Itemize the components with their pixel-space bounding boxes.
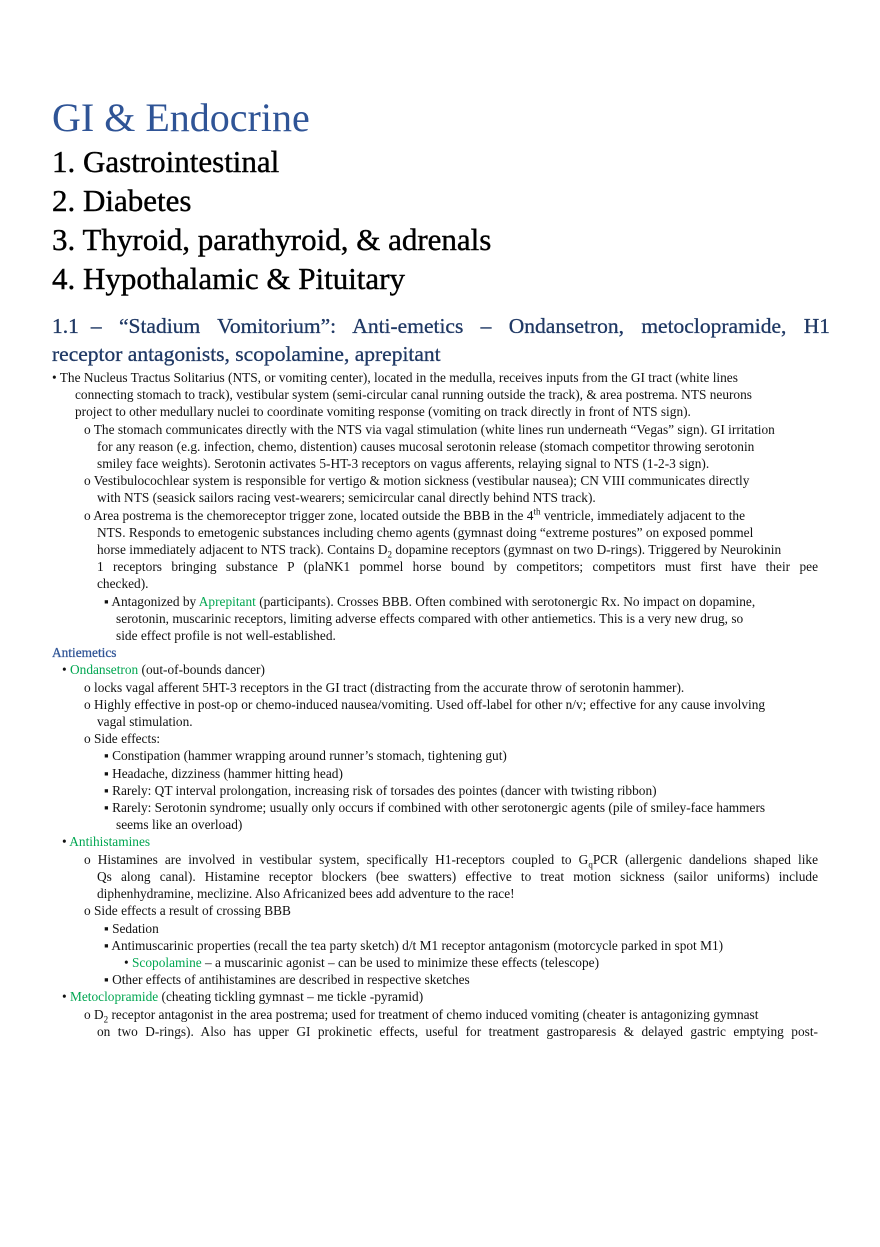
text-span: – a muscarinic agonist – can be used to minimize these effects (telescope) bbox=[201, 954, 600, 970]
text-span: o D bbox=[84, 1006, 104, 1022]
sub-sub-bullet-line: ▪ Constipation (hammer wrapping around runner’s stomach, tightening gut) bbox=[104, 748, 507, 764]
text-span: dopamine receptors (gymnast on two D-rings). Triggered by Neurokinin bbox=[392, 542, 782, 558]
subscript: 2 bbox=[387, 549, 393, 560]
toc-item: 3. Thyroid, parathyroid, & adrenals bbox=[52, 222, 492, 257]
text-span: ventricle, immediately adjacent to the bbox=[540, 507, 746, 523]
sub-sub-bullet-line: serotonin, muscarinic receptors, limiting adverse effects compared with other antiemetics. This is a very new drug, so bbox=[116, 610, 744, 626]
sub-bullet-line: vagal stimulation. bbox=[97, 714, 193, 730]
subscript: q bbox=[588, 859, 593, 870]
section-heading bbox=[52, 312, 830, 368]
bullet-line: connecting stomach to track), vestibular system (semi-circular canal running outside the track), & area postrema. NTS neurons bbox=[75, 387, 752, 403]
sub-sub-bullet-line: ▪ Rarely: Serotonin syndrome; usually only occurs if combined with other serotonergic agents (pile of smiley-face hammers bbox=[104, 800, 766, 816]
bullet-line: • The Nucleus Tractus Solitarius (NTS, or vomiting center), located in the medulla, receives inputs from the GI tract (white lines bbox=[52, 370, 738, 385]
section-title-part-1: – “Stadium Vomitorium”: Anti-emetics – Ondansetron, metoclopramide, H1 bbox=[90, 314, 830, 338]
drug-name-aprepitant: Aprepitant bbox=[198, 593, 256, 609]
sub-bullet-line: smiley face weights). Serotonin activates 5-HT-3 receptors on vagus afferents, relaying signal to NTS (1-2-3 sign). bbox=[97, 456, 710, 472]
section-heading-line-1 bbox=[52, 312, 830, 340]
sub-bullet-line bbox=[52, 507, 818, 524]
sub-bullet-line: o locks vagal afferent 5HT-3 receptors in the GI tract (distracting from the accurate throw of serotonin hammer). bbox=[84, 679, 685, 695]
sub-bullet-line bbox=[52, 1006, 818, 1023]
bullet-line bbox=[52, 988, 818, 1005]
sub-bullet-line bbox=[52, 851, 818, 868]
sub-sub-bullet-line: side effect profile is not well-established. bbox=[116, 628, 336, 644]
antiemetics-heading: Antiemetics bbox=[52, 645, 117, 661]
sub-bullet-line: checked). bbox=[97, 576, 149, 592]
sub-sub-sub-bullet-line bbox=[52, 954, 818, 971]
sub-bullet-line: o Highly effective in post-op or chemo-induced nausea/vomiting. Used off-label for other n/v; effective for any cause involving bbox=[84, 696, 766, 712]
sub-bullet-line: diphenhydramine, meclizine. Also Africanized bees add adventure to the race! bbox=[97, 886, 515, 902]
sub-sub-bullet-line: ▪ Rarely: QT interval prolongation, increasing risk of torsades des pointes (dancer with twisting ribbon) bbox=[104, 782, 657, 798]
text-span: • bbox=[62, 662, 71, 678]
toc-item: 2. Diabetes bbox=[52, 183, 192, 218]
sub-bullet-line: o The stomach communicates directly with the NTS via vagal stimulation (white lines run underneath “Vegas” sign). GI irritation bbox=[84, 421, 775, 437]
sub-bullet-line: for any reason (e.g. infection, chemo, distention) causes mucosal serotonin release (stomach competitor throwing serotonin bbox=[97, 438, 755, 454]
sub-bullet-line: on two D-rings). Also has upper GI prokinetic effects, useful for treatment gastroparesis & delayed gastric emptying post- bbox=[97, 1023, 818, 1039]
text-span: • bbox=[62, 834, 70, 850]
section-title-part-2: receptor antagonists, scopolamine, aprepitant bbox=[52, 342, 441, 366]
text-span: • bbox=[62, 989, 71, 1005]
sub-bullet-line bbox=[52, 541, 818, 558]
sub-sub-bullet-line: ▪ Sedation bbox=[104, 920, 159, 936]
bullet-line bbox=[52, 661, 818, 678]
sub-bullet-line: NTS. Responds to emetogenic substances including chemo agents (gymnast doing “extreme postures” on exposed pommel bbox=[97, 524, 754, 540]
text-span: (out-of-bounds dancer) bbox=[138, 662, 265, 678]
sub-sub-bullet-line: ▪ Headache, dizziness (hammer hitting head) bbox=[104, 765, 343, 781]
sub-sub-bullet-line: ▪ Other effects of antihistamines are described in respective sketches bbox=[104, 972, 470, 988]
section-body bbox=[52, 369, 818, 1040]
bullet-line: project to other medullary nuclei to coordinate vomiting response (vomiting on track directly in front of NTS sign). bbox=[75, 404, 691, 420]
toc-item: 4. Hypothalamic & Pituitary bbox=[52, 261, 406, 296]
sub-bullet-line: with NTS (seasick sailors racing vest-wearers; semicircular canal directly behind NTS track). bbox=[97, 490, 596, 506]
table-of-contents bbox=[52, 142, 491, 298]
sub-bullet-line: 1 receptors bringing substance P (plaNK1 pommel horse bound by competitors; competitors must first have their pee bbox=[97, 559, 818, 575]
sub-sub-bullet-line: ▪ Antimuscarinic properties (recall the tea party sketch) d/t M1 receptor antagonism (motorcycle parked in spot M1) bbox=[104, 937, 724, 953]
text-span: (participants). Crosses BBB. Often combined with serotonergic Rx. No impact on dopamine, bbox=[255, 593, 756, 609]
sub-bullet-line: o Vestibulocochlear system is responsible for vertigo & motion sickness (vestibular nausea); CN VIII communicates directly bbox=[84, 473, 750, 489]
text-span: (cheating tickling gymnast – me tickle -pyramid) bbox=[158, 989, 424, 1005]
document-title: GI & Endocrine bbox=[52, 95, 310, 140]
toc-item: 1. Gastrointestinal bbox=[52, 144, 280, 179]
text-span: receptor antagonist in the area postrema; used for treatment of chemo induced vomiting (cheater is antagonizing gymnast bbox=[108, 1006, 759, 1022]
sub-sub-bullet-line bbox=[52, 593, 818, 610]
text-span: horse immediately adjacent to NTS track). Contains D bbox=[97, 542, 388, 558]
sub-sub-bullet-line: seems like an overload) bbox=[116, 817, 243, 833]
drug-name-metoclopramide: Metoclopramide bbox=[70, 989, 159, 1005]
text-span: o Area postrema is the chemoreceptor trigger zone, located outside the BBB in the 4 bbox=[84, 507, 534, 523]
text-span: • bbox=[124, 954, 133, 970]
subscript: 2 bbox=[103, 1014, 109, 1025]
drug-name-ondansetron: Ondansetron bbox=[70, 662, 139, 678]
bullet-line bbox=[52, 833, 818, 850]
section-number: 1.1 bbox=[52, 314, 79, 338]
sub-bullet-line: Qs along canal). Histamine receptor blockers (bee swatters) effective to treat motion sickness (sailor uniforms) include bbox=[97, 868, 818, 884]
sub-bullet-line: o Side effects a result of crossing BBB bbox=[84, 903, 291, 919]
text-span: ▪ Antagonized by bbox=[104, 593, 199, 609]
text-span: o Histamines are involved in vestibular system, specifically H1-receptors coupled to G bbox=[84, 851, 589, 867]
superscript: th bbox=[533, 506, 541, 517]
sub-bullet-line: o Side effects: bbox=[84, 731, 161, 747]
drug-name-scopolamine: Scopolamine bbox=[132, 954, 202, 970]
drug-class-antihistamines: Antihistamines bbox=[69, 834, 151, 850]
text-span: PCR (allergenic dandelions shaped like bbox=[592, 851, 819, 867]
